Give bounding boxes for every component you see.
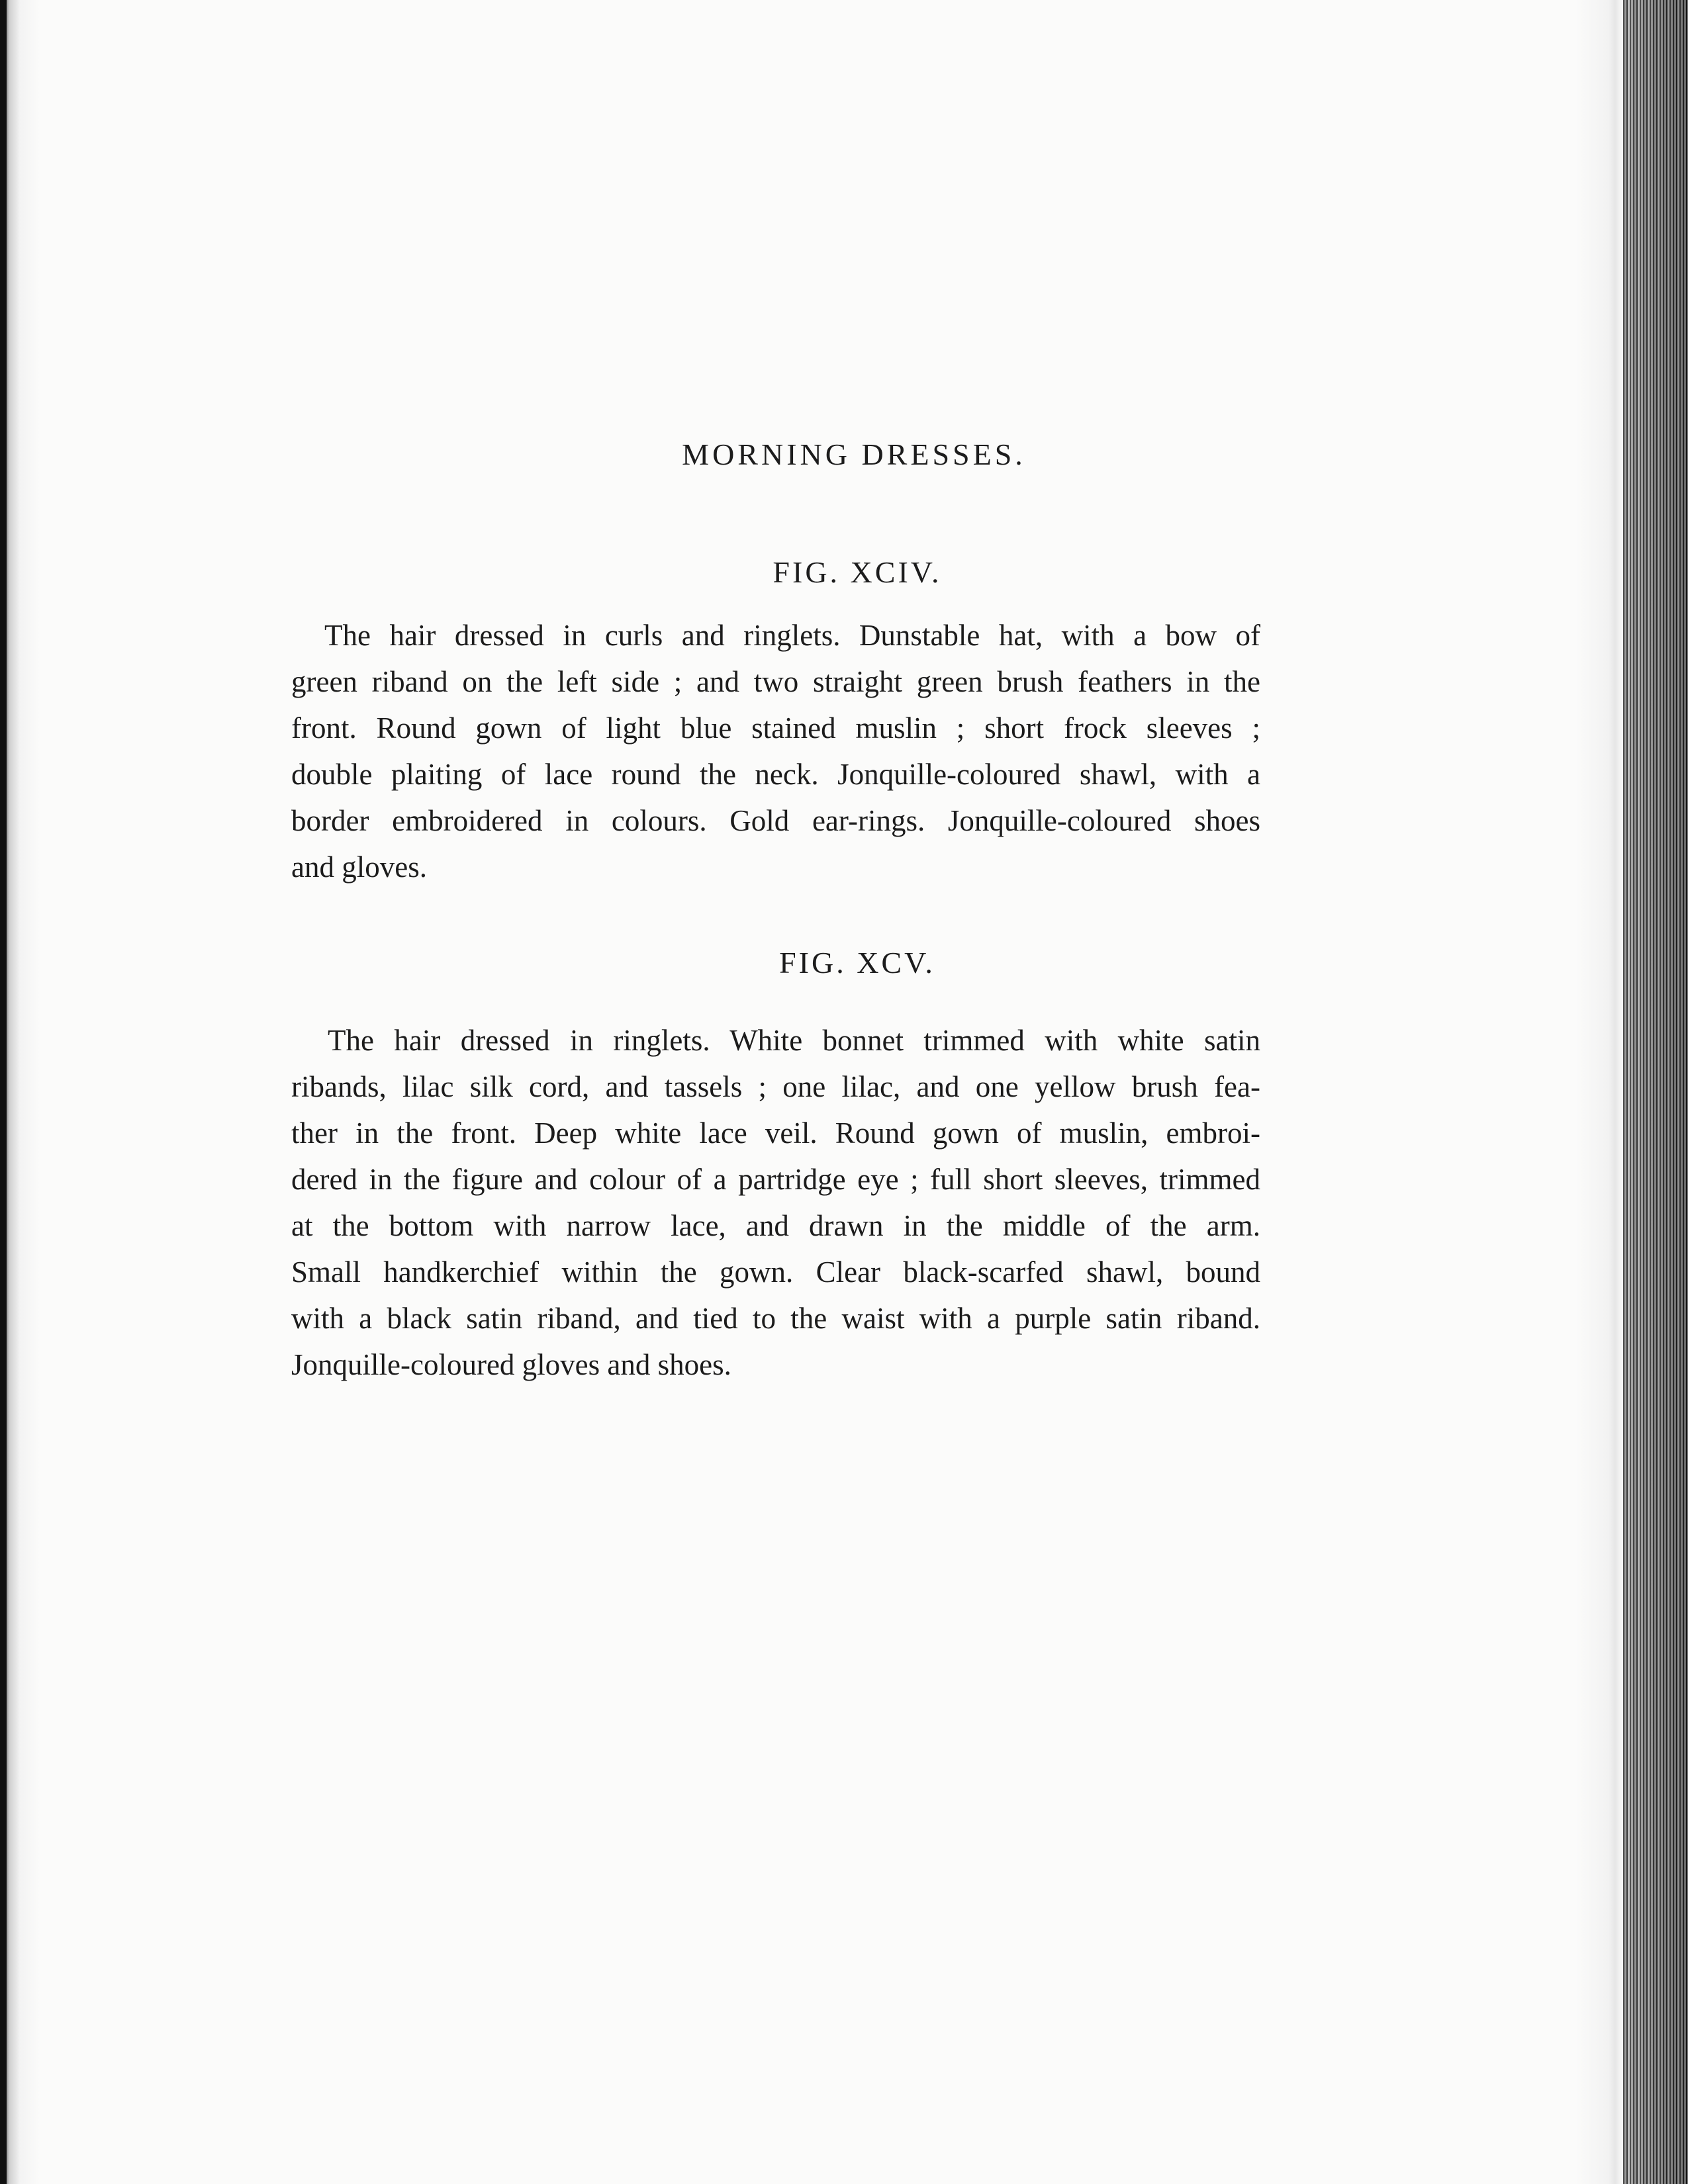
figure-heading-xciv: FIG. XCIV. [773, 555, 942, 589]
description-line: ribands, lilac silk cord, and tassels ; one lilac, and one yellow brush fea- [291, 1070, 1260, 1103]
description-line: front. Round gown of light blue stained muslin ; short frock sleeves ; [291, 711, 1260, 745]
description-line: with a black satin riband, and tied to the waist with a purple satin riband. [291, 1302, 1260, 1335]
page-title: MORNING DRESSES. [682, 437, 1026, 471]
description-line: Jonquille-coloured gloves and shoes. [291, 1348, 731, 1381]
description-line: dered in the figure and colour of a partridge eye ; full short sleeves, trimmed [291, 1163, 1260, 1196]
book-page-edges [1623, 0, 1688, 2184]
description-line: at the bottom with narrow lace, and drawn in the middle of the arm. [291, 1209, 1260, 1242]
description-line: and gloves. [291, 850, 427, 884]
description-line: The hair dressed in ringlets. White bonnet trimmed with white satin [328, 1024, 1260, 1057]
description-line: green riband on the left side ; and two straight green brush feathers in the [291, 665, 1260, 698]
description-line: The hair dressed in curls and ringlets. Dunstable hat, with a bow of [324, 619, 1260, 652]
figure-heading-xcv: FIG. XCV. [779, 946, 935, 979]
description-line: Small handkerchief within the gown. Clear black-scarfed shawl, bound [291, 1255, 1260, 1289]
figure-description-xcv [291, 1017, 1260, 1388]
left-scan-edge [0, 0, 7, 2184]
description-line: ther in the front. Deep white lace veil. Round gown of muslin, embroi- [291, 1116, 1260, 1150]
description-line: double plaiting of lace round the neck. Jonquille-coloured shawl, with a [291, 758, 1260, 791]
description-line: border embroidered in colours. Gold ear-rings. Jonquille-coloured shoes [291, 804, 1260, 837]
figure-description-xciv [291, 612, 1260, 890]
